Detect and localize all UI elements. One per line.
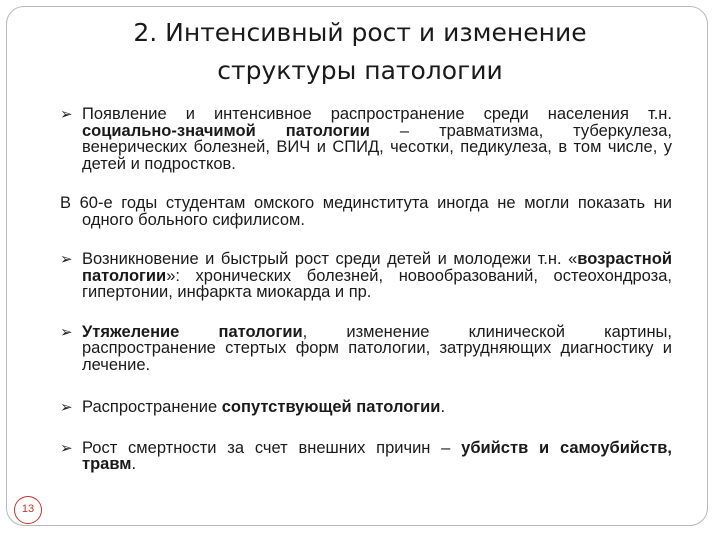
bullet-emphasis: Утяжеление патологии [82,322,303,341]
slide-title-line-2: структуры патологии [217,56,503,85]
bullet-emphasis: возрастной патологии [82,250,672,285]
bullet-item-comorbidity [60,399,672,416]
arrowhead-bullet-icon: ➢ [60,106,73,123]
paragraph-syphilis-note [60,195,672,228]
bullet-text: Появление и интенсивное распространение среди населения т.н. [82,105,672,123]
bullet-emphasis: убийств и самоубийств, травм [82,438,672,473]
bullet-item-age-pathology [60,251,672,301]
bullet-text: Распространение [82,398,222,416]
arrowhead-bullet-icon: ➢ [60,439,73,457]
page-number-badge: 13 [14,496,42,524]
bullet-text: Возникновение и быстрый рост среди детей и молодежи т.н. « [82,250,578,268]
arrowhead-bullet-icon: ➢ [60,399,73,416]
bullet-text: »: хронических болезней, новообразований, остеохондроза, гипертонии, инфаркта миокарда и пр. [82,266,672,301]
bullet-text: , изменение клинической картины, распространение стертых форм патологии, затрудняющих диагностику и лечение. [82,322,672,374]
arrowhead-bullet-icon: ➢ [60,323,73,341]
slide-content [60,106,672,473]
bullet-text: Рост смертности за счет внешних причин – [82,438,462,457]
bullet-text: . [131,455,137,473]
bullet-text: – травматизма, туберкулеза, венерических болезней, ВИЧ и СПИД, чесотки, педикулеза, в том числе, у детей и подростков. [82,121,672,173]
paragraph-text: В 60-е годы студентам омского мединститута иногда не могли показать ни одного больного сифилисом. [60,194,672,229]
bullet-text: . [440,398,446,416]
bullet-item-external-mortality [60,440,672,473]
bullet-item-social-pathology [60,106,672,172]
bullet-emphasis: социально-значимой патологии [82,121,370,140]
slide-title [60,14,660,90]
arrowhead-bullet-icon: ➢ [60,251,73,268]
slide-title-line-1: 2. Интенсивный рост и изменение [133,18,587,47]
bullet-item-pathology-severity [60,324,672,374]
bullet-emphasis: сопутствующей патологии [221,398,441,416]
